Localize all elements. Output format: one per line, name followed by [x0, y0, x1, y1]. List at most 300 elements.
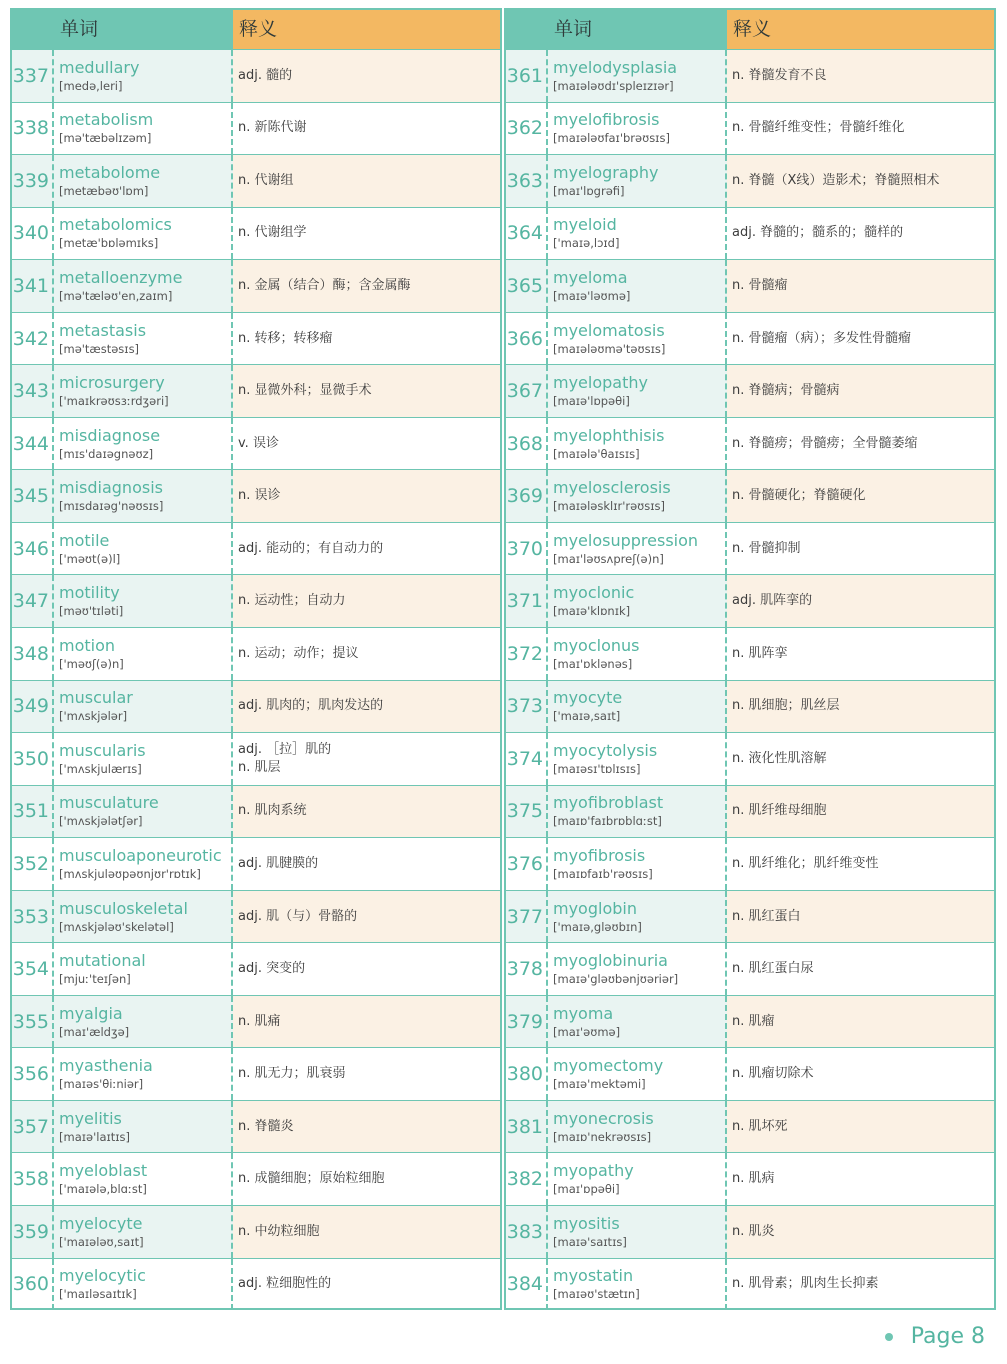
definition-text: n. 骨髓抑制: [732, 540, 801, 556]
definition-text: n. 显微外科；显微手术: [238, 383, 372, 399]
word-text: metabolome: [59, 162, 161, 182]
entry-number: 341: [12, 260, 54, 312]
table-row: [12, 312, 500, 365]
definition-cell: [233, 786, 500, 838]
word-text: myostatin: [553, 1266, 634, 1286]
word-text: myositis: [553, 1213, 620, 1233]
table-row: [506, 49, 994, 102]
word-text: metalloenzyme: [59, 267, 183, 287]
definition-cell: [233, 50, 500, 102]
word-cell: [54, 523, 233, 575]
definition-cell: [233, 996, 500, 1048]
word-cell: [54, 996, 233, 1048]
definition-text-2: n. 肌层: [238, 759, 281, 775]
word-cell: [548, 575, 727, 627]
phonetic-text: [maɪ'ləʊsʌpreʃ(ə)n]: [553, 551, 664, 566]
word-cell: [54, 1259, 233, 1311]
table-row: [506, 1100, 994, 1153]
word-text: myopathy: [553, 1161, 634, 1181]
entry-number: 357: [12, 1101, 54, 1153]
definition-text: n. 肌炎: [732, 1223, 775, 1239]
word-cell: [54, 1101, 233, 1153]
entry-number: 350: [12, 733, 54, 785]
phonetic-text: [maɪə'mektəmi]: [553, 1077, 646, 1092]
word-text: myomectomy: [553, 1056, 664, 1076]
table-row: [506, 732, 994, 785]
phonetic-text: [maɪ'lɒgrəfi]: [553, 183, 625, 198]
table-row: [12, 469, 500, 522]
entry-number: 345: [12, 470, 54, 522]
word-cell: [548, 1153, 727, 1205]
table-header: [506, 10, 994, 49]
table-row: [506, 785, 994, 838]
phonetic-text: [metæbəʊ'lɒm]: [59, 183, 149, 198]
definition-text: n. 肌阵挛: [732, 645, 788, 661]
definition-cell: [233, 628, 500, 680]
phonetic-text: [mɪsdaɪəg'nəʊsɪs]: [59, 499, 164, 514]
definition-cell: [727, 365, 994, 417]
definition-cell: [727, 313, 994, 365]
definition-cell: [727, 575, 994, 627]
word-text: muscularis: [59, 740, 146, 760]
entry-number: 364: [506, 208, 548, 260]
entry-number: 382: [506, 1153, 548, 1205]
definition-text: n. 脊髓痨；骨髓痨；全骨髓萎缩: [732, 435, 918, 451]
entry-number: 338: [12, 103, 54, 155]
word-text: myocyte: [553, 688, 623, 708]
entry-number: 348: [12, 628, 54, 680]
table-row: [506, 259, 994, 312]
table-row: [12, 1205, 500, 1258]
word-cell: [54, 575, 233, 627]
word-text: motility: [59, 583, 120, 603]
definition-text: n. 新陈代谢: [238, 120, 307, 136]
word-cell: [548, 365, 727, 417]
phonetic-text: [maɪə'saɪtɪs]: [553, 1234, 627, 1249]
entry-number: 337: [12, 50, 54, 102]
definition-text: adj. 脊髓的；髓系的；髓样的: [732, 225, 904, 241]
definition-cell: [233, 891, 500, 943]
word-cell: [548, 838, 727, 890]
definition-text: n. 脊髓病；骨髓病: [732, 383, 840, 399]
phonetic-text: [maɪəs'θiːniər]: [59, 1077, 144, 1092]
phonetic-text: [maɪələʊmə'təʊsɪs]: [553, 341, 666, 356]
definition-text: n. 成髓细胞；原始粒细胞: [238, 1171, 385, 1187]
word-text: motile: [59, 530, 110, 550]
table-row: [12, 102, 500, 155]
word-cell: [548, 891, 727, 943]
definition-cell: [233, 1153, 500, 1205]
table-row: [12, 732, 500, 785]
table-row: [506, 469, 994, 522]
word-cell: [54, 838, 233, 890]
page-number: Page 8: [910, 1324, 985, 1349]
word-cell: [54, 891, 233, 943]
entry-number: 355: [12, 996, 54, 1048]
entry-number: 351: [12, 786, 54, 838]
entry-number: 370: [506, 523, 548, 575]
word-cell: [54, 733, 233, 785]
word-text: microsurgery: [59, 373, 165, 393]
definition-cell: [233, 1206, 500, 1258]
definition-text: adj. 髓的: [238, 67, 293, 83]
vocab-table-right: [504, 8, 996, 1310]
phonetic-text: [maɪələ'θaɪsɪs]: [553, 446, 640, 461]
entry-number: 369: [506, 470, 548, 522]
entry-number: 380: [506, 1048, 548, 1100]
word-text: myelocytic: [59, 1266, 146, 1286]
phonetic-text: [maɪələʊdɪ'spleɪzɪər]: [553, 78, 674, 93]
definition-text: n. 肌细胞；肌丝层: [732, 698, 840, 714]
word-text: myonecrosis: [553, 1108, 654, 1128]
definition-text: adj. 肌腱膜的: [238, 855, 319, 871]
word-cell: [548, 786, 727, 838]
definition-cell: [727, 681, 994, 733]
entry-number: 371: [506, 575, 548, 627]
phonetic-text: [maɪələʊfaɪ'brəʊsɪs]: [553, 131, 670, 146]
entry-number: 374: [506, 733, 548, 785]
entry-number: 342: [12, 313, 54, 365]
definition-text: n. 肌纤维母细胞: [732, 803, 827, 819]
word-cell: [54, 50, 233, 102]
definition-text: n. 误诊: [238, 488, 281, 504]
entry-number: 353: [12, 891, 54, 943]
rows-left: [12, 49, 500, 1310]
entry-number: 349: [12, 681, 54, 733]
entry-number: 346: [12, 523, 54, 575]
word-text: myelomatosis: [553, 320, 665, 340]
phonetic-text: [maɪ'ɒklənəs]: [553, 656, 633, 671]
header-definition: 释义: [233, 10, 500, 49]
word-cell: [548, 260, 727, 312]
table-row: [506, 522, 994, 575]
definition-text: n. 转移；转移瘤: [238, 330, 333, 346]
definition-cell: [727, 418, 994, 470]
definition-text: n. 骨髓瘤: [732, 277, 788, 293]
phonetic-text: [mə'tæbəlɪzəm]: [59, 131, 152, 146]
word-text: myelosuppression: [553, 530, 699, 550]
entry-number: 377: [506, 891, 548, 943]
definition-text: n. 金属（结合）酶；含金属酶: [238, 277, 411, 293]
definition-cell: [233, 208, 500, 260]
table-row: [506, 1152, 994, 1205]
entry-number: 356: [12, 1048, 54, 1100]
definition-cell: [727, 260, 994, 312]
definition-text: adj. 粒细胞性的: [238, 1276, 332, 1292]
phonetic-text: [maɪ'əʊmə]: [553, 1024, 621, 1039]
definition-cell: [727, 1153, 994, 1205]
entry-number: 363: [506, 155, 548, 207]
definition-cell: [727, 996, 994, 1048]
entry-number: 359: [12, 1206, 54, 1258]
entry-number: 381: [506, 1101, 548, 1153]
entry-number: 367: [506, 365, 548, 417]
bullet-dot-icon: [885, 1333, 893, 1341]
phonetic-text: ['maɪə,lɔɪd]: [553, 236, 620, 251]
word-cell: [548, 1048, 727, 1100]
definition-cell: [233, 155, 500, 207]
entry-number: 384: [506, 1259, 548, 1311]
word-text: myelocyte: [59, 1213, 143, 1233]
table-row: [506, 837, 994, 890]
entry-number: 362: [506, 103, 548, 155]
table-row: [12, 1047, 500, 1100]
phonetic-text: [maɪə'lɒpəθi]: [553, 394, 630, 409]
table-row: [506, 942, 994, 995]
table-row: [12, 942, 500, 995]
phonetic-text: [məʊ'tɪləti]: [59, 604, 124, 619]
word-text: myelophthisis: [553, 425, 665, 445]
word-cell: [548, 418, 727, 470]
word-text: myoma: [553, 1003, 614, 1023]
word-text: myofibrosis: [553, 845, 646, 865]
phonetic-text: [mə'tæləʊ'en,zaɪm]: [59, 288, 173, 303]
word-text: myeloid: [553, 215, 617, 235]
phonetic-text: [maɪəʊ'stætɪn]: [553, 1287, 640, 1302]
definition-cell: [727, 155, 994, 207]
word-cell: [54, 418, 233, 470]
table-row: [506, 207, 994, 260]
entry-number: 378: [506, 943, 548, 995]
phonetic-text: ['məʊt(ə)l]: [59, 551, 121, 566]
definition-text: n. 脊髓（X线）造影术；脊髓照相术: [732, 172, 940, 188]
header-word: 单词: [12, 10, 233, 49]
word-cell: [54, 470, 233, 522]
word-cell: [548, 50, 727, 102]
word-text: myofibroblast: [553, 793, 664, 813]
table-row: [506, 680, 994, 733]
word-text: myasthenia: [59, 1056, 153, 1076]
word-text: myelosclerosis: [553, 478, 671, 498]
definition-cell: [727, 470, 994, 522]
entry-number: 354: [12, 943, 54, 995]
phonetic-text: [maɪ'ældʒə]: [59, 1024, 130, 1039]
phonetic-text: [maɪɒ'nekrəʊsɪs]: [553, 1129, 652, 1144]
entry-number: 365: [506, 260, 548, 312]
header-word: 单词: [506, 10, 727, 49]
definition-text: adj. 突变的: [238, 961, 306, 977]
word-text: myoclonic: [553, 583, 635, 603]
word-cell: [548, 628, 727, 680]
word-cell: [548, 1206, 727, 1258]
definition-text: adj. ［拉］肌的: [238, 741, 332, 757]
word-text: myelopathy: [553, 373, 648, 393]
definition-text: adj. 肌肉的；肌肉发达的: [238, 698, 384, 714]
word-text: musculoaponeurotic: [59, 845, 222, 865]
definition-cell: [233, 1048, 500, 1100]
definition-text: v. 误诊: [238, 435, 279, 451]
definition-text: n. 肌骨素；肌肉生长抑素: [732, 1276, 879, 1292]
table-row: [506, 312, 994, 365]
word-text: myelodysplasia: [553, 57, 678, 77]
table-row: [506, 364, 994, 417]
entry-number: 376: [506, 838, 548, 890]
definition-cell: [233, 523, 500, 575]
definition-text: adj. 肌（与）骨骼的: [238, 908, 358, 924]
word-cell: [54, 1153, 233, 1205]
definition-cell: [233, 103, 500, 155]
definition-cell: [233, 1101, 500, 1153]
phonetic-text: ['mʌskjulærɪs]: [59, 761, 142, 776]
word-text: myoglobin: [553, 898, 637, 918]
table-row: [506, 890, 994, 943]
word-cell: [548, 681, 727, 733]
word-cell: [548, 1259, 727, 1311]
phonetic-text: [maɪələsklɪr'rəʊsɪs]: [553, 499, 666, 514]
definition-text: n. 肌病: [732, 1171, 775, 1187]
definition-cell: [233, 733, 500, 785]
definition-cell: [233, 313, 500, 365]
definition-text: n. 代谢组学: [238, 225, 307, 241]
definition-cell: [233, 418, 500, 470]
table-row: [12, 522, 500, 575]
phonetic-text: [mʌskjələʊ'skelətəl]: [59, 919, 174, 934]
definition-cell: [233, 470, 500, 522]
entry-number: 340: [12, 208, 54, 260]
entry-number: 344: [12, 418, 54, 470]
word-text: metabolism: [59, 110, 154, 130]
entry-number: 339: [12, 155, 54, 207]
word-cell: [548, 1101, 727, 1153]
definition-cell: [233, 260, 500, 312]
entry-number: 366: [506, 313, 548, 365]
definition-cell: [727, 50, 994, 102]
word-text: medullary: [59, 57, 140, 77]
entry-number: 383: [506, 1206, 548, 1258]
definition-cell: [233, 943, 500, 995]
word-text: muscular: [59, 688, 133, 708]
definition-cell: [233, 681, 500, 733]
entry-number: 372: [506, 628, 548, 680]
word-text: musculoskeletal: [59, 898, 188, 918]
rows-right: [506, 49, 994, 1310]
phonetic-text: ['maɪə,saɪt]: [553, 709, 621, 724]
definition-cell: [727, 733, 994, 785]
table-row: [506, 1258, 994, 1311]
definition-text: n. 肌瘤: [732, 1013, 775, 1029]
word-text: mutational: [59, 951, 146, 971]
word-text: myeloblast: [59, 1161, 148, 1181]
table-row: [12, 1258, 500, 1311]
phonetic-text: ['maɪələʊ,saɪt]: [59, 1234, 144, 1249]
definition-cell: [727, 943, 994, 995]
definition-text: n. 代谢组: [238, 172, 294, 188]
word-cell: [54, 628, 233, 680]
table-row: [12, 49, 500, 102]
word-text: myalgia: [59, 1003, 123, 1023]
definition-cell: [233, 1259, 500, 1311]
entry-number: 379: [506, 996, 548, 1048]
table-row: [506, 995, 994, 1048]
word-text: misdiagnosis: [59, 478, 163, 498]
definition-text: n. 骨髓瘤（病）；多发性骨髓瘤: [732, 330, 912, 346]
phonetic-text: [maɪəsɪ'tɒlɪsɪs]: [553, 761, 641, 776]
definition-text: n. 肌瘤切除术: [732, 1066, 814, 1082]
phonetic-text: ['maɪələ,blɑːst]: [59, 1182, 147, 1197]
definition-text: n. 肌红蛋白: [732, 908, 801, 924]
word-cell: [54, 365, 233, 417]
entry-number: 375: [506, 786, 548, 838]
word-text: myoglobinuria: [553, 951, 668, 971]
entry-number: 373: [506, 681, 548, 733]
table-row: [12, 417, 500, 470]
word-text: myocytolysis: [553, 740, 658, 760]
entry-number: 361: [506, 50, 548, 102]
table-row: [12, 837, 500, 890]
word-cell: [54, 1206, 233, 1258]
phonetic-text: ['maɪləsaɪtɪk]: [59, 1287, 137, 1302]
phonetic-text: [maɪɒfaɪb'rəʊsɪs]: [553, 866, 653, 881]
definition-cell: [727, 103, 994, 155]
word-cell: [54, 155, 233, 207]
phonetic-text: ['maɪə,gləʊbɪn]: [553, 919, 642, 934]
definition-text: n. 肌红蛋白尿: [732, 961, 814, 977]
table-row: [12, 574, 500, 627]
phonetic-text: [maɪ'ɒpəθi]: [553, 1182, 620, 1197]
table-row: [12, 154, 500, 207]
entry-number: 343: [12, 365, 54, 417]
entry-number: 347: [12, 575, 54, 627]
word-text: myeloma: [553, 267, 628, 287]
entry-number: 368: [506, 418, 548, 470]
definition-text: n. 肌痛: [238, 1013, 281, 1029]
definition-cell: [727, 628, 994, 680]
definition-text: adj. 肌阵挛的: [732, 593, 813, 609]
table-row: [12, 207, 500, 260]
definition-cell: [727, 1101, 994, 1153]
definition-cell: [727, 891, 994, 943]
table-row: [12, 785, 500, 838]
definition-text: n. 肌坏死: [732, 1118, 788, 1134]
definition-text: n. 运动；动作；提议: [238, 645, 359, 661]
word-cell: [54, 943, 233, 995]
table-row: [506, 417, 994, 470]
definition-cell: [727, 523, 994, 575]
definition-text: n. 运动性；自动力: [238, 593, 346, 609]
definition-cell: [727, 1048, 994, 1100]
definition-text: n. 骨髓硬化；脊髓硬化: [732, 488, 866, 504]
phonetic-text: [maɪə'laɪtɪs]: [59, 1129, 131, 1144]
phonetic-text: [medə,leri]: [59, 78, 123, 93]
phonetic-text: ['mʌskjələtʃər]: [59, 814, 143, 829]
definition-text: adj. 能动的；有自动力的: [238, 540, 384, 556]
word-cell: [54, 786, 233, 838]
word-text: metastasis: [59, 320, 147, 340]
word-cell: [548, 313, 727, 365]
definition-cell: [727, 208, 994, 260]
word-cell: [548, 470, 727, 522]
table-row: [12, 1100, 500, 1153]
word-text: myoclonus: [553, 635, 640, 655]
word-text: misdiagnose: [59, 425, 161, 445]
phonetic-text: ['mʌskjələr]: [59, 709, 128, 724]
header-definition: 释义: [727, 10, 994, 49]
word-cell: [54, 1048, 233, 1100]
word-cell: [548, 733, 727, 785]
phonetic-text: [maɪə'ləʊmə]: [553, 288, 631, 303]
phonetic-text: [maɪɒ'faɪbrɒblɑːst]: [553, 814, 662, 829]
word-cell: [548, 208, 727, 260]
entry-number: 352: [12, 838, 54, 890]
phonetic-text: [maɪə'klɒnɪk]: [553, 604, 631, 619]
definition-text: n. 脊髓炎: [238, 1118, 294, 1134]
table-row: [506, 627, 994, 680]
definition-text: n. 液化性肌溶解: [732, 750, 827, 766]
phonetic-text: [maɪə'gləʊbənjʊəriər]: [553, 972, 679, 987]
word-text: myelofibrosis: [553, 110, 660, 130]
vocab-table-left: [10, 8, 502, 1310]
table-row: [12, 680, 500, 733]
